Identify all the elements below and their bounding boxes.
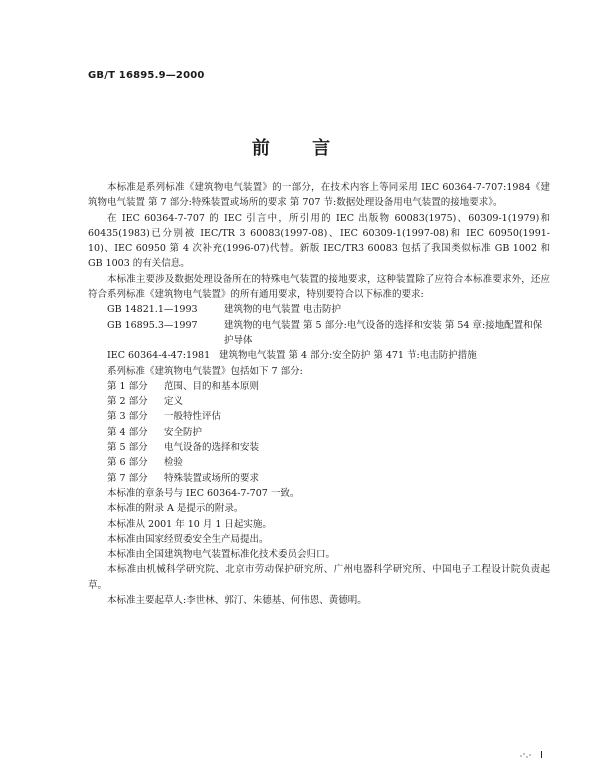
reference-item: [107, 318, 550, 349]
part-item: [107, 394, 550, 409]
reference-title: 建筑物电气装置 第 4 部分:安全防护 第 471 节:电击防护措施: [219, 350, 477, 362]
part-title: 一般特性评估: [164, 411, 222, 423]
reference-title: 建筑物的电气装置 电击防护: [224, 304, 342, 316]
part-title: 范围、目的和基本原则: [164, 380, 260, 392]
part-title: 电气设备的选择和安装: [164, 442, 260, 454]
reference-code: GB 16895.3—1997: [107, 319, 198, 331]
committee-note: 本标准由全国建筑物电气装置标准化技术委员会归口。: [107, 549, 336, 561]
paragraph-2: 在 IEC 60364-7-707 的 IEC 引言中，所引用的 IEC 出版物 60083(1975)、60309-1(1979)和 60435(1983)已分别被 IEC/TR 3 60083(1997-08)、IEC 60309-1(1997-08)和 IEC 60950(1991-10)、IEC 60950 第 4 次补充(1996-07)代替。新版 IEC/TR3 60083 包括了我国类似标准 GB 1002 和 GB 1003 的有关信息。: [88, 212, 550, 270]
reference-item: [107, 302, 550, 317]
effective-date: 本标准从 2001 年 10 月 1 日起实施。: [107, 518, 272, 530]
part-item: [107, 379, 550, 394]
drafters: 本标准主要起草人:李世林、郭汀、朱德基、何伟恩、黄德明。: [107, 595, 367, 607]
standard-code: GB/T 16895.9—2000: [88, 70, 205, 81]
series-intro: 系列标准《建筑物电气装置》包括如下 7 部分:: [107, 365, 303, 377]
part-item: [107, 471, 550, 486]
part-item: [107, 409, 550, 424]
part-number: 第 1 部分: [107, 380, 148, 392]
part-title: 特殊装置或场所的要求: [164, 472, 260, 484]
reference-title: 建筑物的电气装置 第 5 部分:电气设备的选择和安装 第 54 章:接地配置和保护导体: [224, 319, 543, 346]
reference-code: GB 14821.1—1993: [107, 304, 198, 316]
part-title: 安全防护: [164, 426, 203, 438]
paragraph-1: 本标准是系列标准《建筑物电气装置》的一部分，在技术内容上等同采用 IEC 60364-7-707:1984《建筑物电气装置 第 7 部分:特殊装置或场所的要求 第 707 节:数据处理设备用电气装置的接地要求》。: [88, 182, 550, 209]
clause-note: 本标准的章条号与 IEC 60364-7-707 一致。: [107, 487, 300, 499]
part-item: [107, 455, 550, 470]
part-title: 定义: [164, 396, 184, 408]
page-number: I: [540, 750, 543, 761]
foreword-body: [88, 180, 550, 608]
part-title: 检验: [164, 457, 184, 469]
part-number: 第 5 部分: [107, 442, 148, 454]
paragraph-3: 本标准主要涉及数据处理设备所在的特殊电气装置的接地要求，这种装置除了应符合本标准要求外，还应符合系列标准《建筑物电气装置》的所有通用要求，特别要符合以下标准的要求:: [88, 273, 550, 301]
part-number: 第 3 部分: [107, 411, 148, 423]
drafting-units: 本标准由机械科学研究院、北京市劳动保护研究所、广州电器科学研究所、中国电子工程设计院负责起草。: [88, 564, 550, 591]
part-number: 第 2 部分: [107, 396, 148, 408]
scan-marks: [519, 748, 533, 760]
part-number: 第 7 部分: [107, 472, 148, 484]
part-number: 第 4 部分: [107, 426, 148, 438]
page-title: 前 言: [251, 138, 349, 159]
part-item: [107, 440, 550, 455]
reference-item: [107, 348, 550, 363]
part-number: 第 6 部分: [107, 457, 148, 469]
reference-code: IEC 60364-4-47:1981: [107, 350, 211, 362]
proposer-note: 本标准由国家经贸委安全生产局提出。: [107, 533, 269, 545]
annex-note: 本标准的附录 A 是提示的附录。: [107, 503, 244, 515]
part-item: [107, 425, 550, 440]
